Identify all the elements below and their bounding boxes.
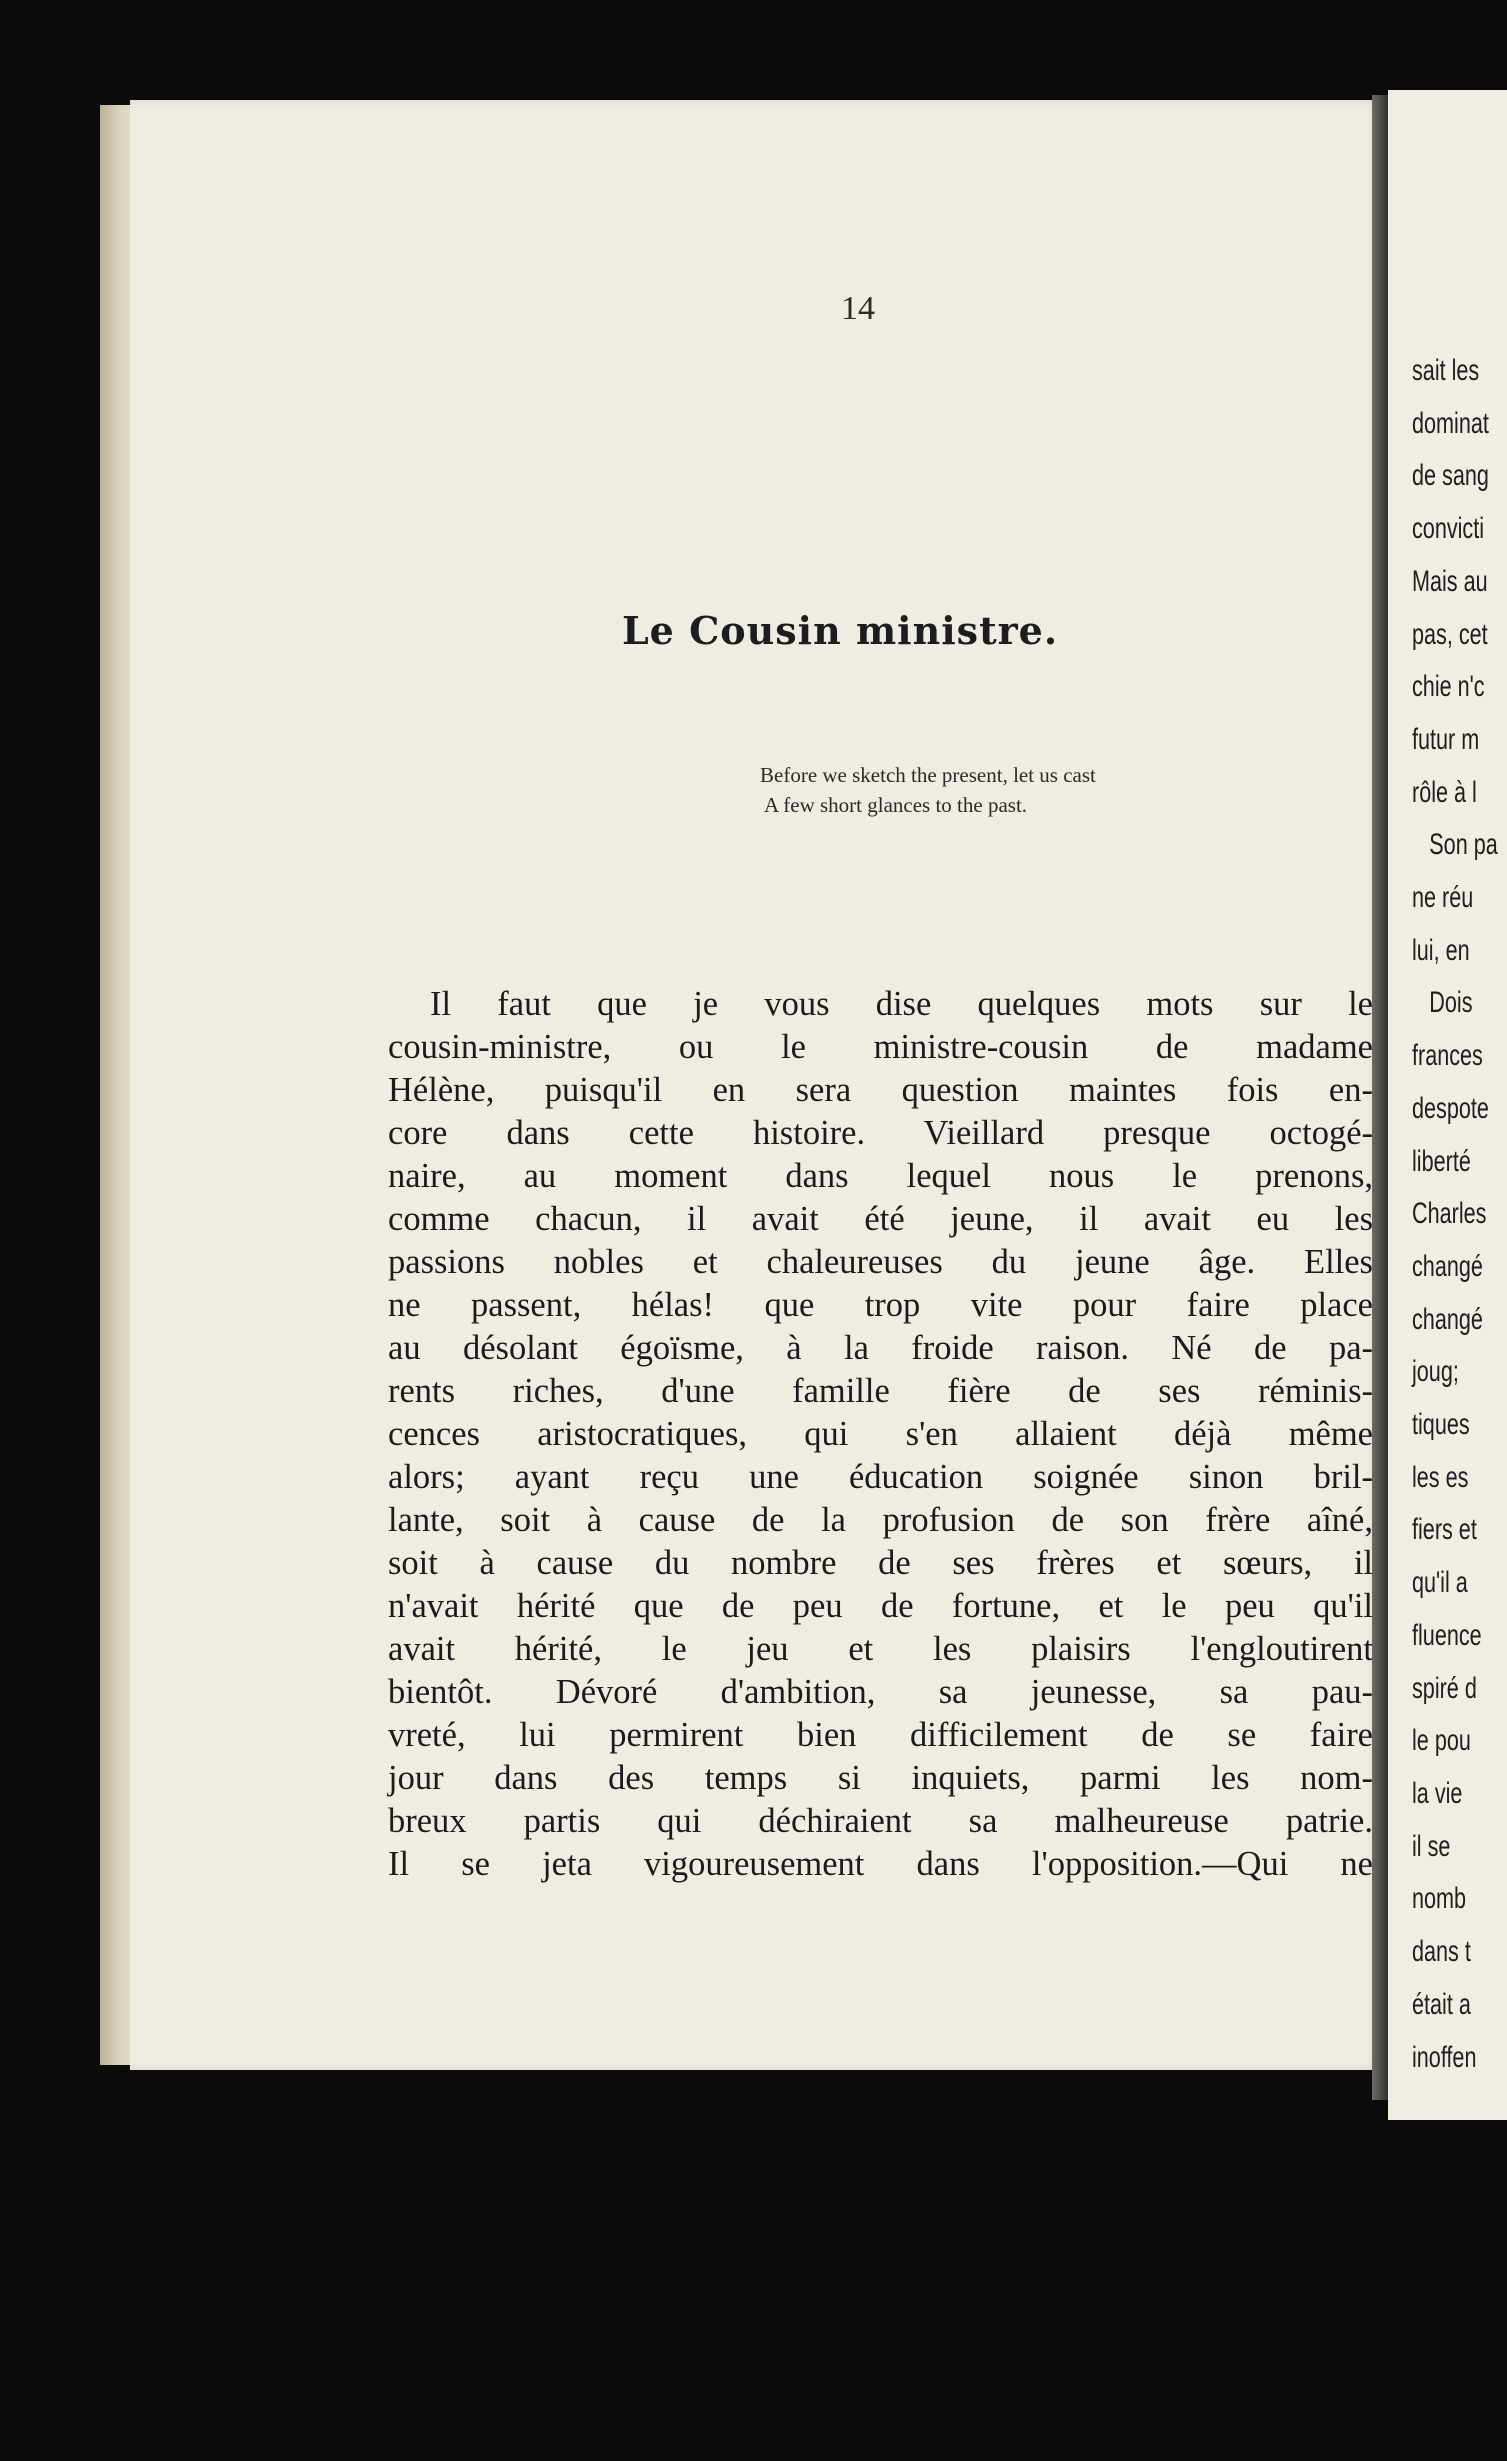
facing-line: fluence	[1412, 1618, 1482, 1652]
facing-line: dominat	[1412, 406, 1489, 440]
facing-line: futur m	[1412, 722, 1480, 756]
facing-line: qu'il a	[1412, 1566, 1468, 1600]
text-line: Il faut que je vous dise quelques mots sur le	[430, 985, 1373, 1023]
facing-line: frances	[1412, 1039, 1483, 1073]
facing-line: Son pa	[1429, 828, 1498, 862]
text-line: core dans cette histoire. Vieillard presque octogé-	[388, 1114, 1373, 1152]
text-line: n'avait hérité que de peu de fortune, et le peu qu'il	[388, 1587, 1373, 1625]
text-line: bientôt. Dévoré d'ambition, sa jeunesse, sa pau-	[388, 1673, 1373, 1711]
facing-line: inoffen	[1412, 2040, 1477, 2074]
facing-line: lui, en	[1412, 933, 1470, 967]
facing-line: changé	[1412, 1302, 1483, 1336]
text-line: comme chacun, il avait été jeune, il avait eu les	[388, 1200, 1373, 1238]
facing-line: fiers et	[1412, 1513, 1477, 1547]
facing-line: chie n'c	[1412, 670, 1485, 704]
text-line: au désolant égoïsme, à la froide raison. Né de pa-	[388, 1329, 1373, 1367]
facing-line: dans t	[1412, 1935, 1471, 1969]
facing-line: liberté	[1412, 1144, 1471, 1178]
facing-line: ne réu	[1412, 881, 1474, 915]
facing-line: tiques	[1412, 1408, 1470, 1442]
text-line: naire, au moment dans lequel nous le prenons,	[388, 1157, 1373, 1195]
text-line: ne passent, hélas! que trop vite pour faire place	[388, 1286, 1373, 1324]
facing-line: changé	[1412, 1249, 1483, 1283]
page-number: 14	[841, 290, 875, 327]
facing-line: joug;	[1412, 1355, 1459, 1389]
facing-line: pas, cet	[1412, 617, 1488, 651]
chapter-title: Le Cousin ministre.	[621, 608, 1059, 653]
facing-line: Charles	[1412, 1197, 1487, 1231]
facing-line: de sang	[1412, 459, 1489, 493]
facing-line: les es	[1412, 1460, 1469, 1494]
facing-line: Mais au	[1412, 564, 1488, 598]
epigraph	[760, 760, 1300, 820]
body-text	[388, 983, 1373, 1886]
facing-line: convicti	[1412, 512, 1485, 546]
facing-line: rôle à l	[1412, 775, 1477, 809]
epigraph-line: A few short glances to the past.	[764, 793, 1028, 817]
text-line: lante, soit à cause de la profusion de son frère aîné,	[388, 1501, 1373, 1539]
facing-line: spiré d	[1412, 1671, 1477, 1705]
text-line: breux partis qui déchiraient sa malheureuse patrie.	[388, 1802, 1373, 1840]
text-line: avait hérité, le jeu et les plaisirs l'engloutirent	[388, 1630, 1373, 1668]
epigraph-line: Before we sketch the present, let us cast	[760, 763, 1096, 787]
text-line: soit à cause du nombre de ses frères et sœurs, il	[388, 1544, 1373, 1582]
text-line: alors; ayant reçu une éducation soignée sinon bril-	[388, 1458, 1373, 1496]
facing-line: sait les	[1412, 354, 1480, 387]
facing-line: était a	[1412, 1987, 1471, 2021]
text-line: Il se jeta vigoureusement dans l'opposition.—Qui ne	[388, 1845, 1373, 1883]
facing-line: le pou	[1412, 1724, 1471, 1758]
facing-line: il se	[1412, 1829, 1451, 1863]
text-line: cences aristocratiques, qui s'en allaient déjà même	[388, 1415, 1373, 1453]
text-line: vreté, lui permirent bien difficilement de se faire	[388, 1716, 1373, 1754]
facing-page-text	[1412, 345, 1498, 2084]
text-line: Hélène, puisqu'il en sera question maintes fois en-	[388, 1071, 1373, 1109]
facing-line: Dois	[1429, 986, 1473, 1020]
facing-line: la vie	[1412, 1776, 1463, 1810]
text-line: rents riches, d'une famille fière de ses réminis-	[388, 1372, 1373, 1410]
facing-line: nomb	[1412, 1882, 1467, 1916]
text-line: jour dans des temps si inquiets, parmi les nom-	[388, 1759, 1373, 1797]
facing-line: despote	[1412, 1091, 1489, 1125]
text-line: cousin-ministre, ou le ministre-cousin de madame	[388, 1028, 1373, 1066]
text-line: passions nobles et chaleureuses du jeune âge. Elles	[388, 1243, 1373, 1281]
